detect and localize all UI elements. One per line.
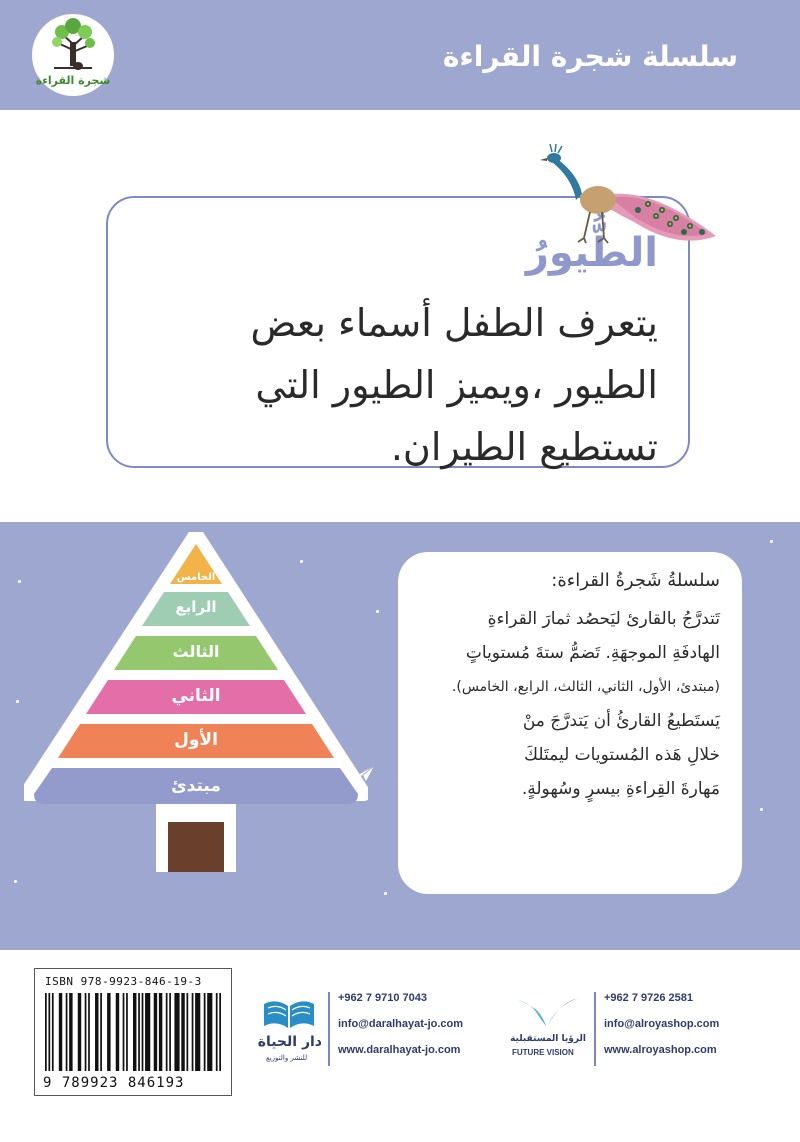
- barcode-bar: [133, 993, 136, 1071]
- level-label-second: الثاني: [171, 686, 221, 706]
- level-label-beginner: مبتدئ: [171, 776, 221, 796]
- star-decoration: [384, 892, 387, 895]
- barcode-bar: [192, 993, 194, 1071]
- level-label-fifth: الخامس: [176, 572, 216, 583]
- description-line: الطيور ،ويميز الطيور التي: [255, 363, 658, 407]
- tree-trunk: [168, 822, 224, 872]
- peacock-illustration: [538, 144, 720, 248]
- barcode-bar: [45, 993, 47, 1071]
- barcode-bar: [181, 993, 184, 1071]
- barcode-bar: [142, 993, 144, 1071]
- barcode-bar: [207, 993, 212, 1071]
- barcode-bar: [123, 993, 125, 1071]
- star-decoration: [376, 610, 379, 613]
- barcode-bar: [219, 993, 221, 1071]
- barcode-bar: [116, 993, 119, 1071]
- info-line: مَهارةَ القِراءةِ بيسرٍ وسُهولةٍ.: [521, 779, 720, 799]
- info-line: خلالِ هَذه المُستويات ليمتَلكَ: [524, 745, 720, 765]
- barcode-bars: [45, 993, 223, 1073]
- barcode-bar: [95, 993, 98, 1071]
- barcode-bar: [59, 993, 62, 1071]
- book-title: الطُّيورُ: [525, 230, 658, 276]
- barcode-bar: [174, 993, 179, 1071]
- barcode-bar: [195, 993, 200, 1071]
- info-line: (مبتدئ، الأول، الثاني، الثالث، الرابع، الخامس).: [451, 679, 720, 695]
- bird-logo-icon: [514, 994, 582, 1034]
- barcode-bar: [145, 993, 150, 1071]
- barcode-bar: [126, 993, 128, 1071]
- barcode-bar: [216, 993, 218, 1071]
- series-title: سلسلة شجرة القراءة: [442, 40, 738, 73]
- barcode-bar: [48, 993, 50, 1071]
- barcode-bar: [166, 993, 168, 1071]
- barcode-bar: [66, 993, 68, 1071]
- publisher-1-email: info@daralhayat-jo.com: [338, 1018, 464, 1030]
- info-line: الهادفَةِ الموجهَةِ. تَضمُّ ستةَ مُستوياتٍ: [465, 643, 720, 663]
- publisher-2-name-en: FUTURE VISION: [512, 1048, 574, 1057]
- publisher-1-website[interactable]: www.daralhayat-jo.com: [338, 1044, 461, 1056]
- divider: [328, 992, 330, 1066]
- publisher-future-vision: [508, 990, 768, 1090]
- series-info-body: [416, 602, 720, 806]
- barcode-bar: [169, 993, 171, 1071]
- barcode-bar: [154, 993, 157, 1071]
- barcode-bar: [186, 993, 188, 1071]
- publisher-2-phone: +962 7 9726 2581: [604, 992, 694, 1004]
- barcode-bar: [138, 993, 140, 1071]
- star-decoration: [18, 580, 21, 583]
- barcode-bar: [69, 993, 72, 1071]
- level-label-third: الثالث: [172, 642, 220, 661]
- info-line: تَتدرَّجُ بالقارئ ليَحصُد ثمارَ القراءةِ: [487, 609, 720, 629]
- level-pyramid: [24, 532, 368, 872]
- series-info-title: سلسلةُ شَجرةُ القراءة:: [551, 570, 720, 591]
- barcode-bar: [107, 993, 110, 1071]
- book-description: [128, 292, 658, 478]
- divider: [594, 992, 596, 1066]
- star-decoration: [14, 880, 17, 883]
- publisher-1-phone: +962 7 9710 7043: [338, 992, 428, 1004]
- barcode-bar: [52, 993, 54, 1071]
- barcode-bar: [204, 993, 206, 1071]
- publisher-1-subtitle: للنشر والتوزيع: [266, 1054, 308, 1062]
- level-label-fourth: الرابع: [175, 598, 217, 616]
- description-line: تستطيع الطيران.: [390, 425, 658, 469]
- barcode-bar: [78, 993, 81, 1071]
- isbn-number: 9 789923 846193: [43, 1075, 185, 1091]
- info-line: يَستَطيعُ القارئُ أن يَتدرَّجَ منْ: [522, 711, 720, 731]
- barcode-bar: [85, 993, 87, 1071]
- publisher-1-name: دار الحياة: [257, 1034, 322, 1050]
- barcode-bar: [159, 993, 162, 1071]
- open-book-icon: [262, 996, 316, 1032]
- star-decoration: [16, 700, 19, 703]
- barcode: [34, 968, 232, 1096]
- star-decoration: [760, 808, 763, 811]
- isbn-label: ISBN 978-9923-846-19-3: [45, 975, 202, 988]
- publisher-2-email: info@alroyashop.com: [604, 1018, 720, 1030]
- publisher-2-website[interactable]: www.alroyashop.com: [604, 1044, 717, 1056]
- series-info-card: [398, 552, 742, 894]
- star-decoration: [770, 540, 773, 543]
- logo-label: شجرة القراءة: [35, 74, 111, 87]
- level-label-first: الأول: [174, 730, 218, 750]
- publisher-2-name: الرؤيا المستقبلية: [510, 1034, 586, 1044]
- description-line: يتعرف الطفل أسماء بعض: [250, 301, 658, 345]
- reading-tree-logo: [32, 14, 114, 96]
- barcode-bar: [88, 993, 90, 1071]
- barcode-bar: [100, 993, 102, 1071]
- publisher-dar-alhayat: [258, 990, 488, 1090]
